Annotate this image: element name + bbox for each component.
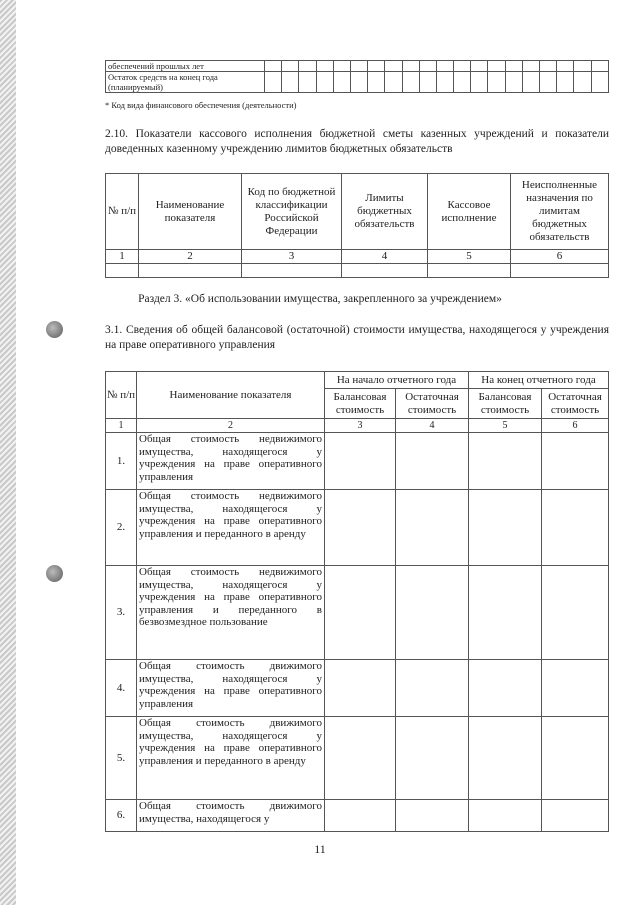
table-row xyxy=(106,264,609,278)
table-row xyxy=(106,566,609,660)
row-number: 1. xyxy=(106,433,137,490)
col-header: Кассовое исполнение xyxy=(428,174,511,250)
budget-table xyxy=(105,173,609,278)
row-number: 5. xyxy=(106,717,137,800)
property-table xyxy=(105,371,609,832)
col-header-start: На начало отчетного года xyxy=(325,372,469,389)
col-number: 2 xyxy=(139,250,242,264)
col-header-residual: Остаточная стоимость xyxy=(542,389,609,419)
table-row xyxy=(106,72,609,93)
row-number: 4. xyxy=(106,660,137,717)
col-number: 4 xyxy=(396,419,469,433)
table-header-row xyxy=(106,372,609,389)
row-name: Общая стоимость недвижимого имущества, находящегося у учреждения на праве оперативного управления и переданного в аренду xyxy=(137,490,325,566)
col-header: Наименование показателя xyxy=(139,174,242,250)
col-number: 3 xyxy=(242,250,342,264)
table-row xyxy=(106,433,609,490)
col-number: 3 xyxy=(325,419,396,433)
row-label: обеспечений прошлых лет xyxy=(106,61,265,72)
table-header-row xyxy=(106,174,609,250)
row-name: Общая стоимость недвижимого имущества, находящегося у учреждения на праве оперативного управления xyxy=(137,433,325,490)
col-number: 2 xyxy=(137,419,325,433)
section-2-10-heading: 2.10. Показатели кассового исполнения бюджетной сметы казенных учреждений и показатели доведенных казенному учреждению лимитов бюджетных обязательств xyxy=(105,128,609,155)
col-number: 6 xyxy=(542,419,609,433)
col-header-residual: Остаточная стоимость xyxy=(396,389,469,419)
table-row xyxy=(106,61,609,72)
section-3-1-heading: 3.1. Сведения об общей балансовой (остаточной) стоимости имущества, находящегося у учреждения на праве оперативного управления xyxy=(105,324,609,351)
table-row xyxy=(106,660,609,717)
table-row xyxy=(106,490,609,566)
row-name: Общая стоимость недвижимого имущества, находящегося у учреждения на праве оперативного управления и переданного в безвозмездное пользование xyxy=(137,566,325,660)
table-row xyxy=(106,800,609,832)
col-number: 1 xyxy=(106,419,137,433)
column-number-row xyxy=(106,419,609,433)
col-header-num: № п/п xyxy=(106,372,137,419)
footnote: * Код вида финансового обеспечения (деятельности) xyxy=(105,100,297,110)
col-header-name: Наименование показателя xyxy=(137,372,325,419)
row-name: Общая стоимость движимого имущества, находящегося у учреждения на праве оперативного управления и переданного в аренду xyxy=(137,717,325,800)
column-number-row xyxy=(106,250,609,264)
col-number: 6 xyxy=(511,250,609,264)
row-name: Общая стоимость движимого имущества, находящегося у учреждения на праве оперативного управления xyxy=(137,660,325,717)
row-name: Общая стоимость движимого имущества, находящегося у xyxy=(137,800,325,832)
section-3-title: Раздел 3. «Об использовании имущества, закрепленного за учреждением» xyxy=(138,293,502,305)
col-number: 1 xyxy=(106,250,139,264)
col-number: 4 xyxy=(342,250,428,264)
col-header: Код по бюджетной классификации Российской Федерации xyxy=(242,174,342,250)
table-row xyxy=(106,717,609,800)
col-number: 5 xyxy=(428,250,511,264)
col-header-balance: Балансовая стоимость xyxy=(325,389,396,419)
financial-table-fragment xyxy=(105,60,609,93)
col-header: Лимиты бюджетных обязательств xyxy=(342,174,428,250)
col-header: № п/п xyxy=(106,174,139,250)
row-number: 2. xyxy=(106,490,137,566)
col-header-balance: Балансовая стоимость xyxy=(469,389,542,419)
row-number: 6. xyxy=(106,800,137,832)
col-header: Неисполненные назначения по лимитам бюджетных обязательств xyxy=(511,174,609,250)
page-number: 11 xyxy=(314,842,326,856)
col-number: 5 xyxy=(469,419,542,433)
row-number: 3. xyxy=(106,566,137,660)
col-header-end: На конец отчетного года xyxy=(469,372,609,389)
row-label: Остаток средств на конец года (планируемый) xyxy=(106,72,265,93)
